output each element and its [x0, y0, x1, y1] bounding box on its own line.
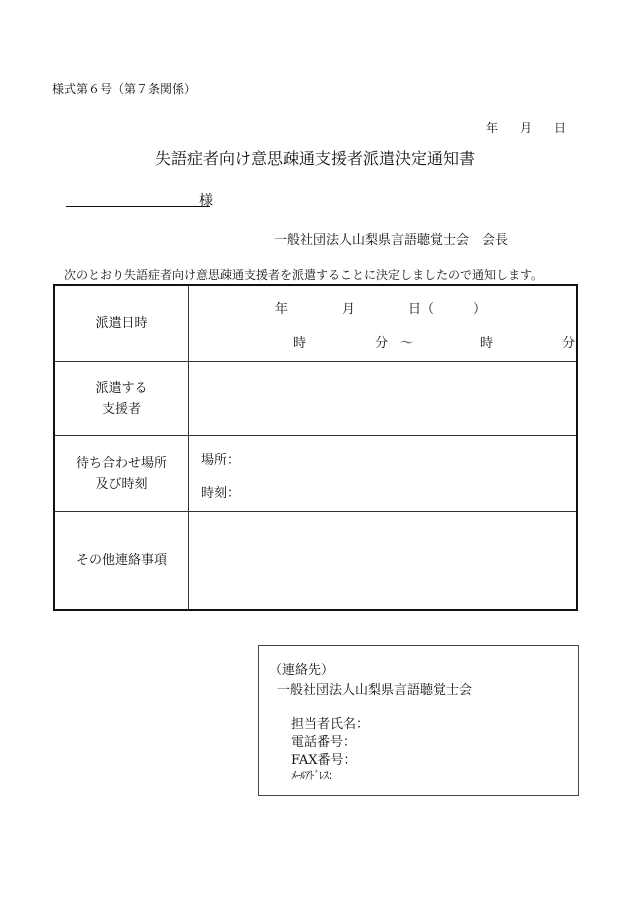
- form-number: 様式第６号（第７条関係）: [52, 82, 197, 96]
- sender-name: 一般社団法人山梨県言語聴覚士会 会長: [274, 233, 509, 248]
- document-title: 失語症者向け意思疎通支援者派遣決定通知書: [154, 149, 475, 168]
- intro-text: 次のとおり失語症者向け意思疎通支援者を派遣することに決定しましたので通知します。: [64, 268, 544, 282]
- other-cell: [189, 512, 578, 610]
- label-supporter: [54, 362, 189, 436]
- issue-date: [486, 119, 566, 136]
- date-month-label: 月: [520, 121, 533, 135]
- meeting-place-label: 場所：: [201, 453, 241, 468]
- label-meeting: [54, 436, 189, 512]
- label-meeting-line1: 待ち合わせ場所: [75, 455, 167, 471]
- contact-email-label: ﾒｰﾙｱﾄﾞﾚｽ：: [291, 769, 338, 782]
- label-other: その他連絡事項: [54, 512, 189, 610]
- table-row-other: [54, 512, 577, 610]
- datetime-tilde: ～: [400, 336, 414, 351]
- table-row-dispatch-datetime: [54, 285, 577, 362]
- datetime-month: 月: [342, 302, 356, 317]
- addressee-name-line: [66, 206, 210, 207]
- contact-heading: （連絡先）: [269, 663, 335, 678]
- label-dispatch-datetime: 派遣日時: [54, 285, 189, 362]
- date-year-label: 年: [486, 121, 499, 135]
- addressee-suffix: 様: [199, 193, 213, 209]
- supporter-cell: [189, 362, 578, 436]
- contact-phone-label: 電話番号：: [291, 735, 357, 750]
- table-row-meeting: [54, 436, 577, 512]
- label-supporter-line2: 支援者: [101, 401, 141, 417]
- meeting-cell: [189, 436, 578, 512]
- dispatch-details-table: [53, 284, 578, 611]
- datetime-day: 日（ ）: [408, 302, 487, 317]
- contact-organization: 一般社団法人山梨県言語聴覚士会: [277, 683, 473, 698]
- table-row-supporter: [54, 362, 577, 436]
- dispatch-datetime-cell: [189, 285, 578, 362]
- contact-fax-label: FAX番号：: [291, 753, 357, 768]
- meeting-time-label: 時刻：: [201, 486, 241, 501]
- datetime-start-minute: 分: [375, 336, 389, 351]
- contact-person-label: 担当者氏名：: [291, 717, 370, 732]
- label-supporter-line1: 派遣する: [95, 380, 148, 396]
- datetime-end-minute: 分: [562, 336, 576, 351]
- date-day-label: 日: [554, 121, 567, 135]
- label-meeting-line2: 及び時刻: [95, 476, 148, 492]
- datetime-start-hour: 時: [293, 336, 307, 351]
- contact-box: [258, 645, 579, 796]
- datetime-year: 年: [275, 302, 289, 317]
- datetime-end-hour: 時: [480, 336, 494, 351]
